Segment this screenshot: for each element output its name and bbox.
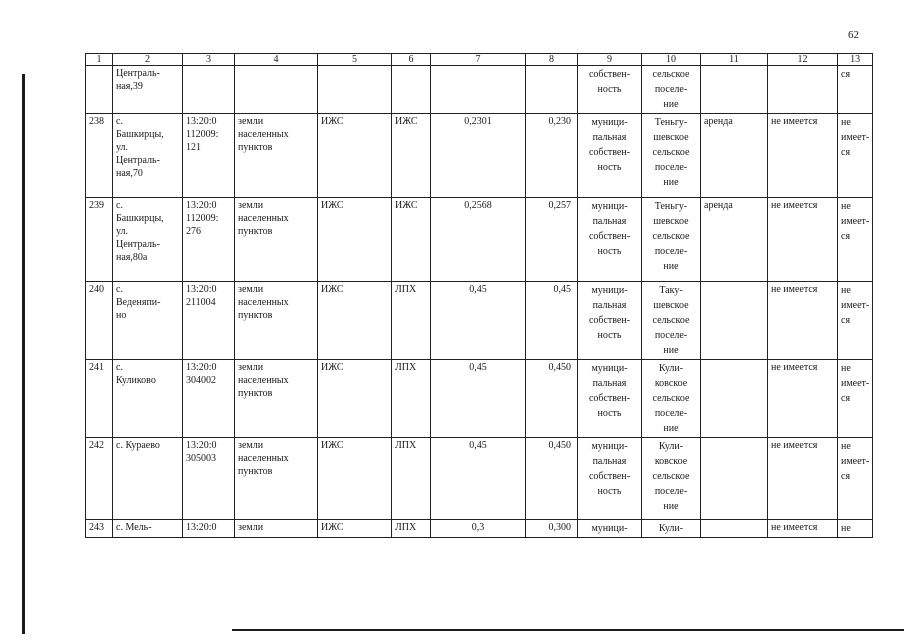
column-header: 2 (113, 54, 183, 66)
table-cell: 0,3 (431, 520, 526, 538)
table-cell: не имеется (768, 360, 838, 438)
table-cell: 13:20:0 112009: 276 (183, 198, 235, 282)
table-cell: Теньгу- шевское сельское поселе- ние (642, 198, 701, 282)
column-header: 12 (768, 54, 838, 66)
table-cell: ИЖС (318, 360, 392, 438)
table-cell: не имеет- ся (838, 282, 873, 360)
column-header: 7 (431, 54, 526, 66)
table-cell: с. Кураево (113, 438, 183, 520)
table-cell: собствен- ность (578, 66, 642, 114)
table-row (86, 520, 873, 538)
table-cell: не имеется (768, 114, 838, 198)
table-cell (701, 282, 768, 360)
table-cell: Теньгу- шевское сельское поселе- ние (642, 114, 701, 198)
table-cell: не имеется (768, 282, 838, 360)
table-cell: муници- пальная собствен- ность (578, 282, 642, 360)
table-cell: 13:20:0 112009: 121 (183, 114, 235, 198)
table-cell: 240 (86, 282, 113, 360)
table-cell: земли населенных пунктов (235, 438, 318, 520)
bottom-rule (232, 629, 904, 631)
table-cell (526, 66, 578, 114)
table-cell: не имеется (768, 438, 838, 520)
table-cell: ИЖС (318, 198, 392, 282)
table-cell: 13:20:0 (183, 520, 235, 538)
table-cell: ИЖС (392, 114, 431, 198)
land-plots-table (85, 53, 873, 538)
table-cell: Кули- ковское сельское поселе- ние (642, 360, 701, 438)
table-cell: земли населенных пунктов (235, 282, 318, 360)
column-header: 4 (235, 54, 318, 66)
table-cell: 238 (86, 114, 113, 198)
table-cell: ЛПХ (392, 520, 431, 538)
table-cell: не имеется (768, 520, 838, 538)
page-number: 62 (848, 29, 859, 41)
table-cell (392, 66, 431, 114)
table-cell: Кули- (642, 520, 701, 538)
table-cell: ЛПХ (392, 438, 431, 520)
table-row (86, 282, 873, 360)
table-cell: не имеется (768, 198, 838, 282)
table-cell: ИЖС (318, 520, 392, 538)
table-cell (701, 360, 768, 438)
column-header: 10 (642, 54, 701, 66)
table-cell (183, 66, 235, 114)
table-cell: ИЖС (318, 114, 392, 198)
column-header: 3 (183, 54, 235, 66)
table-cell: муници- пальная собствен- ность (578, 198, 642, 282)
table-cell (431, 66, 526, 114)
table-cell: ИЖС (318, 282, 392, 360)
table-cell: земли (235, 520, 318, 538)
scan-margin-bar (22, 74, 25, 634)
table-row (86, 438, 873, 520)
table-cell (701, 66, 768, 114)
column-header: 6 (392, 54, 431, 66)
table-cell: 0,230 (526, 114, 578, 198)
table-row (86, 66, 873, 114)
table-cell: земли населенных пунктов (235, 198, 318, 282)
table-cell: 0,2301 (431, 114, 526, 198)
table-cell: 0,45 (526, 282, 578, 360)
table-cell: не имеет- ся (838, 114, 873, 198)
column-header: 1 (86, 54, 113, 66)
table-cell: ся (838, 66, 873, 114)
table-cell: сельское поселе- ние (642, 66, 701, 114)
table-cell: муници- пальная собствен- ность (578, 360, 642, 438)
table-cell (86, 66, 113, 114)
table-cell: 0,45 (431, 360, 526, 438)
table-cell: ИЖС (392, 198, 431, 282)
table-cell: 0,45 (431, 438, 526, 520)
table-cell: 0,257 (526, 198, 578, 282)
table-cell: аренда (701, 114, 768, 198)
table-cell: с. Куликово (113, 360, 183, 438)
table-cell (318, 66, 392, 114)
table-cell: Централь- ная,39 (113, 66, 183, 114)
table-cell: земли населенных пунктов (235, 114, 318, 198)
table-cell: 0,450 (526, 438, 578, 520)
table-row (86, 114, 873, 198)
table-cell: ЛПХ (392, 360, 431, 438)
table-cell: 0,45 (431, 282, 526, 360)
table-cell (701, 520, 768, 538)
column-header: 8 (526, 54, 578, 66)
header-row (86, 54, 873, 66)
table-cell: с. Башкирцы, ул. Централь- ная,80а (113, 198, 183, 282)
table-cell: муници- (578, 520, 642, 538)
table-cell: 13:20:0 211004 (183, 282, 235, 360)
column-header: 13 (838, 54, 873, 66)
table-cell: аренда (701, 198, 768, 282)
table-row (86, 360, 873, 438)
table-cell: 13:20:0 304002 (183, 360, 235, 438)
table-cell: с. Башкирцы, ул. Централь- ная,70 (113, 114, 183, 198)
table-cell: ЛПХ (392, 282, 431, 360)
table-cell: ИЖС (318, 438, 392, 520)
column-header: 11 (701, 54, 768, 66)
table-cell: не имеет- ся (838, 360, 873, 438)
table-cell: муници- пальная собствен- ность (578, 438, 642, 520)
table-cell: 242 (86, 438, 113, 520)
table-cell: муници- пальная собствен- ность (578, 114, 642, 198)
table-cell: не имеет- ся (838, 198, 873, 282)
table-cell (768, 66, 838, 114)
table-cell: 241 (86, 360, 113, 438)
column-header: 9 (578, 54, 642, 66)
table-cell: не (838, 520, 873, 538)
table-cell: 13:20:0 305003 (183, 438, 235, 520)
table-cell (701, 438, 768, 520)
table-cell: 239 (86, 198, 113, 282)
table-cell: с. Веденяпи- но (113, 282, 183, 360)
table-cell: Таку- шевское сельское поселе- ние (642, 282, 701, 360)
table-cell: 243 (86, 520, 113, 538)
table-cell: не имеет- ся (838, 438, 873, 520)
table-cell: Кули- ковское сельское поселе- ние (642, 438, 701, 520)
table-cell: 0,450 (526, 360, 578, 438)
table-cell: земли населенных пунктов (235, 360, 318, 438)
table-cell: 0,2568 (431, 198, 526, 282)
table-cell: с. Мель- (113, 520, 183, 538)
table-row (86, 198, 873, 282)
table-cell: 0,300 (526, 520, 578, 538)
table-cell (235, 66, 318, 114)
column-header: 5 (318, 54, 392, 66)
